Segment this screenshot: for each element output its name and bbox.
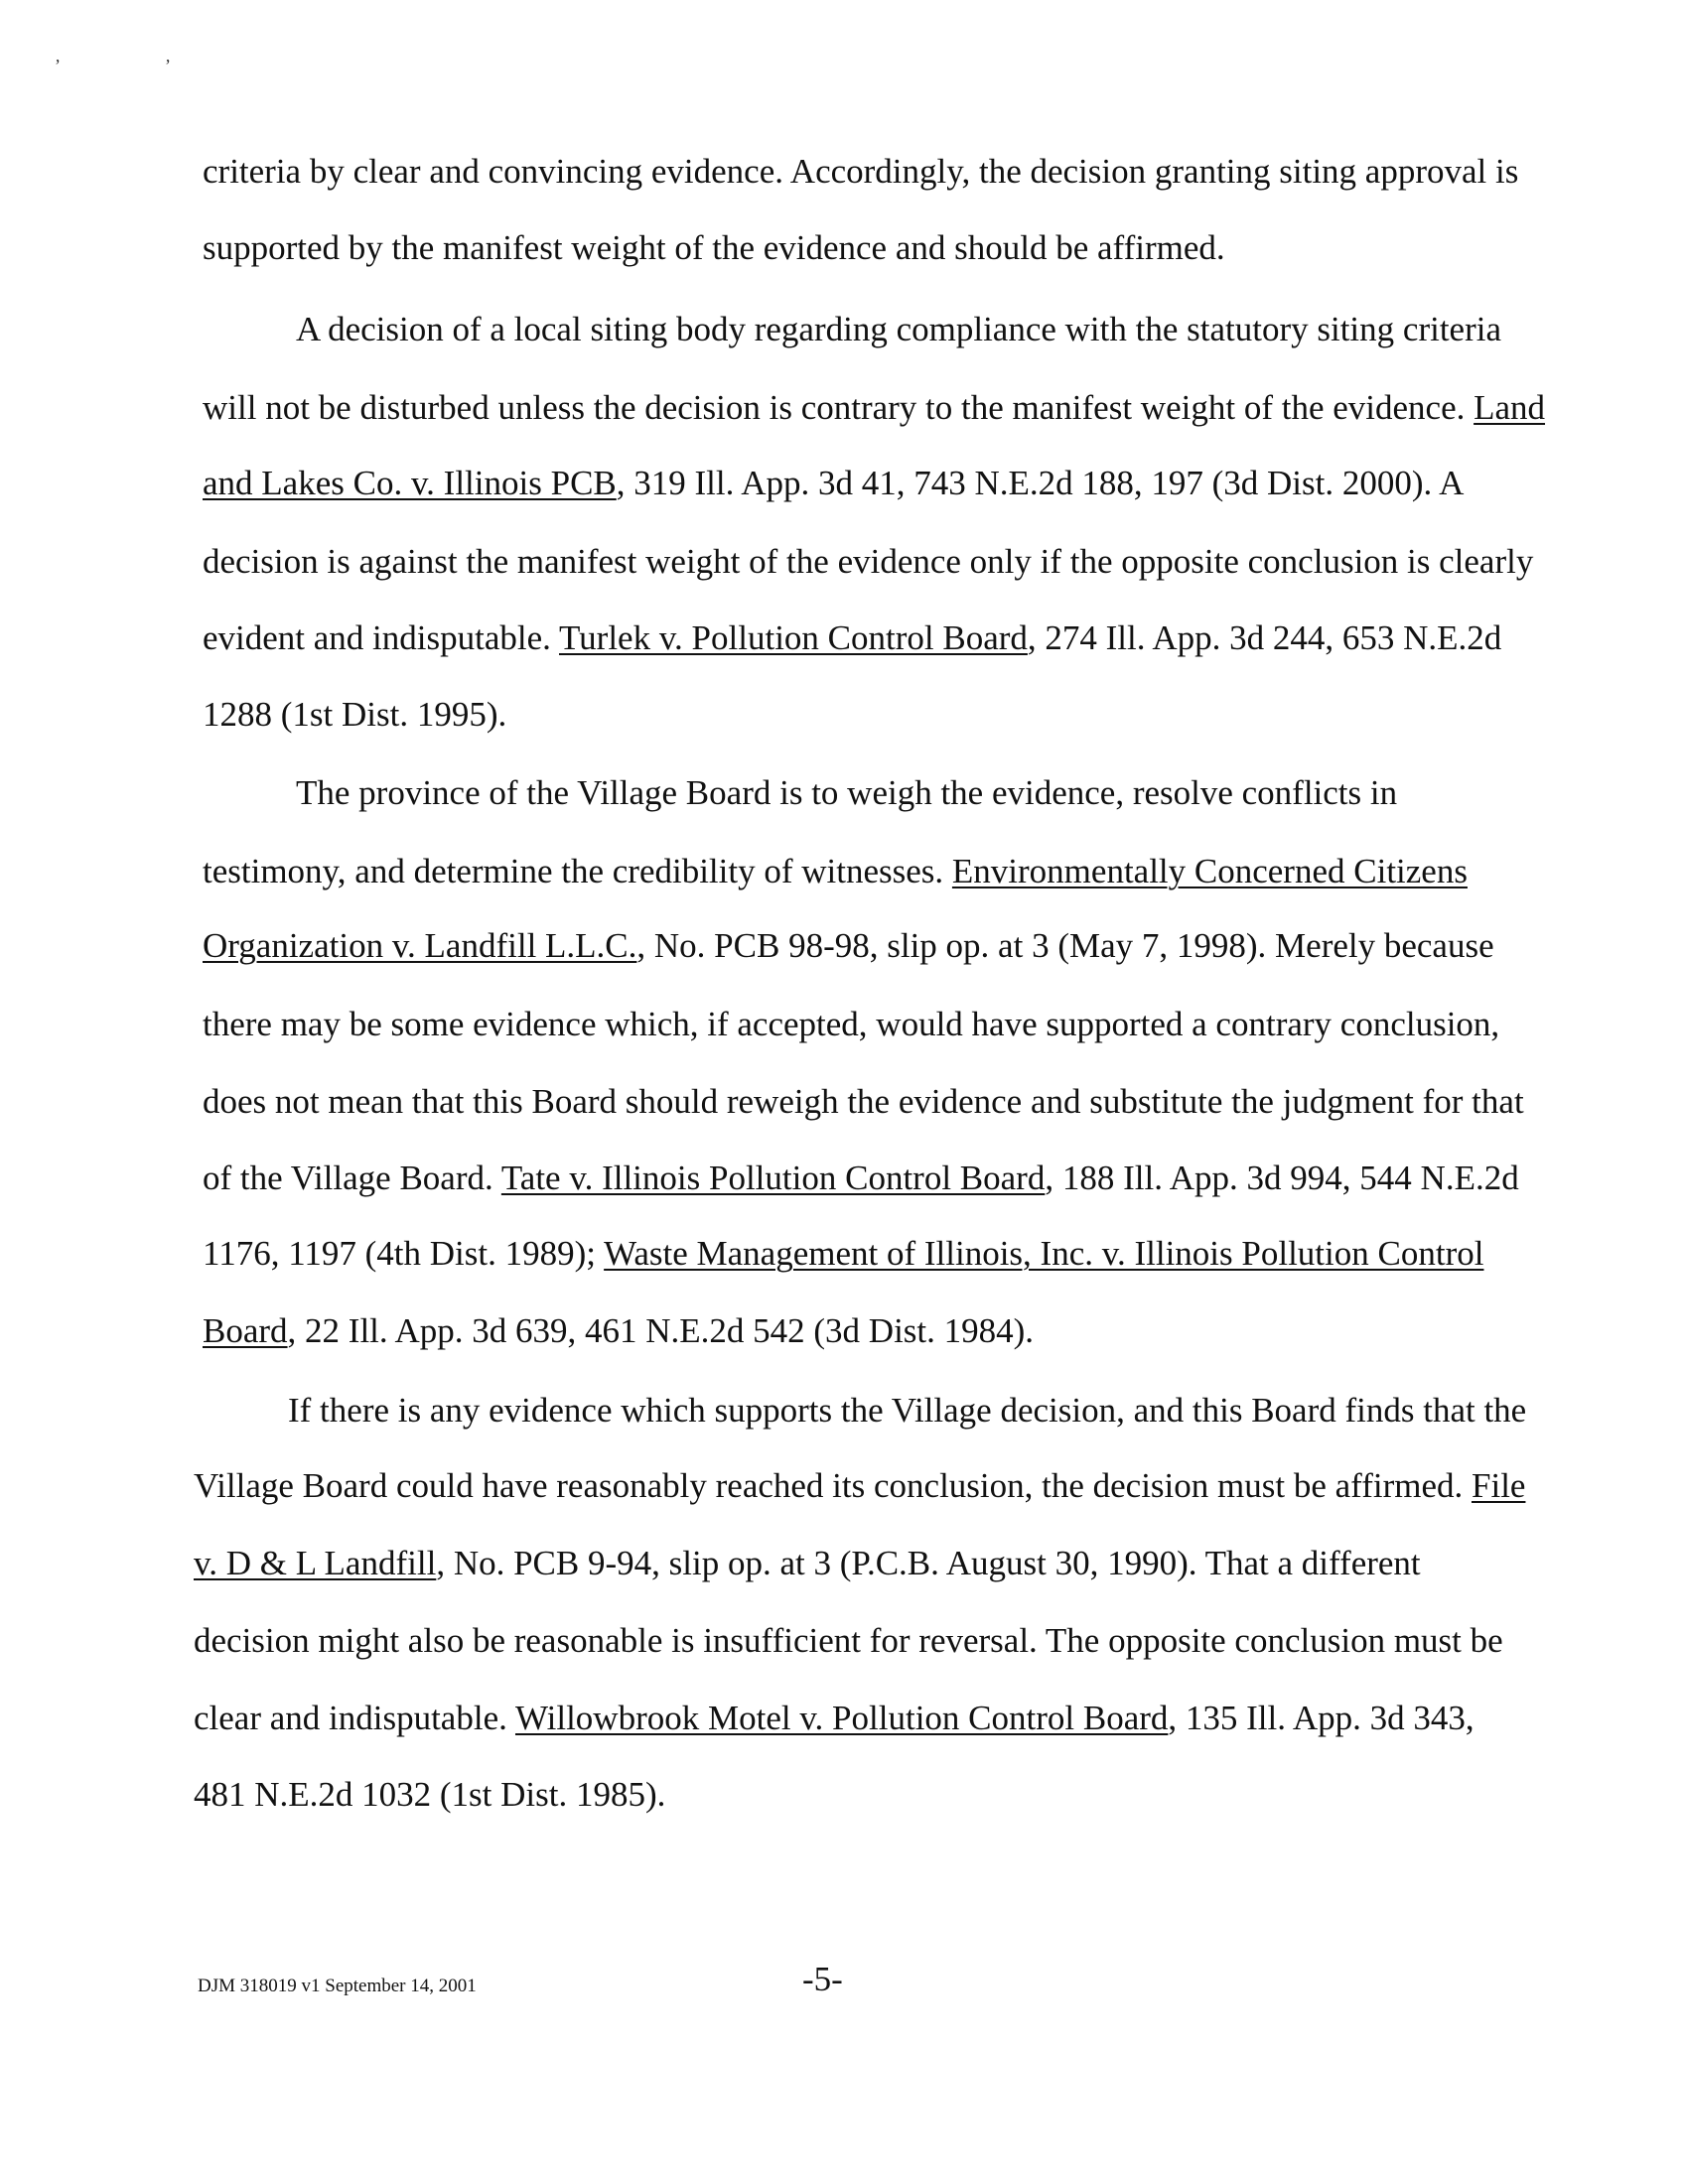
text-line: 1288 (1st Dist. 1995). [203, 695, 507, 734]
text-line [203, 928, 1494, 963]
line-text: clear and indisputable. [194, 1699, 515, 1737]
text-line: If there is any evidence which supports the Village decision, and this Board finds that the [288, 1391, 1527, 1430]
case-citation: v. D & L Landfill [194, 1544, 437, 1582]
text-line [203, 466, 1464, 500]
case-citation: Land [1474, 388, 1546, 427]
line-text: , 274 Ill. App. 3d 244, 653 N.E.2d [1027, 618, 1502, 657]
case-citation: File [1472, 1466, 1526, 1505]
line-text: evident and indisputable. [203, 618, 560, 657]
text-line [203, 1313, 1034, 1348]
text-line [194, 1468, 1525, 1503]
text-line: supported by the manifest weight of the evidence and should be affirmed. [203, 228, 1225, 267]
page-number: -5- [802, 1960, 843, 1998]
text-line: A decision of a local siting body regarding compliance with the statutory siting criteria [296, 310, 1501, 348]
line-text: testimony, and determine the credibility of witnesses. [203, 852, 952, 890]
line-text: , No. PCB 98-98, slip op. at 3 (May 7, 1998). Merely because [636, 926, 1494, 965]
case-citation: Willowbrook Motel v. Pollution Control Board [514, 1699, 1169, 1737]
line-text: will not be disturbed unless the decision is contrary to the manifest weight of the evidence. [203, 388, 1474, 427]
text-line: decision might also be reasonable is insufficient for reversal. The opposite conclusion must be [194, 1621, 1503, 1660]
text-line [194, 1701, 1474, 1735]
scan-mark: ʼ [55, 56, 61, 75]
line-text: , 188 Ill. App. 3d 994, 544 N.E.2d [1045, 1159, 1519, 1197]
text-line: 481 N.E.2d 1032 (1st Dist. 1985). [194, 1775, 666, 1814]
document-id: DJM 318019 v1 September 14, 2001 [198, 1976, 477, 1996]
case-citation: Turlek v. Pollution Control Board [559, 618, 1028, 657]
text-line [194, 1546, 1421, 1580]
text-line [203, 1236, 1483, 1271]
line-text: , 135 Ill. App. 3d 343, [1168, 1699, 1474, 1737]
text-line: decision is against the manifest weight of the evidence only if the opposite conclusion is clearly [203, 542, 1534, 581]
text-line [203, 390, 1545, 425]
scan-mark: ʼ [165, 56, 171, 75]
line-text: of the Village Board. [203, 1159, 501, 1197]
text-line: does not mean that this Board should reweigh the evidence and substitute the judgment for that [203, 1082, 1524, 1121]
text-line: there may be some evidence which, if accepted, would have supported a contrary conclusion, [203, 1005, 1500, 1043]
line-text: 1176, 1197 (4th Dist. 1989); [203, 1234, 605, 1273]
case-citation: Environmentally Concerned Citizens [951, 852, 1468, 890]
text-line [203, 620, 1501, 655]
line-text: , 319 Ill. App. 3d 41, 743 N.E.2d 188, 197 (3d Dist. 2000). A [616, 464, 1465, 502]
line-text: Village Board could have reasonably reached its conclusion, the decision must be affirmed. [194, 1466, 1472, 1505]
case-citation: Board [203, 1311, 288, 1350]
text-line: criteria by clear and convincing evidence. Accordingly, the decision granting siting approval is [203, 152, 1519, 191]
text-line: The province of the Village Board is to weigh the evidence, resolve conflicts in [296, 773, 1398, 812]
text-line [203, 854, 1468, 888]
case-citation: Waste Management of Illinois, Inc. v. Illinois Pollution Control [604, 1234, 1484, 1273]
line-text: , 22 Ill. App. 3d 639, 461 N.E.2d 542 (3d Dist. 1984). [287, 1311, 1035, 1350]
line-text: , No. PCB 9-94, slip op. at 3 (P.C.B. August 30, 1990). That a different [436, 1544, 1421, 1582]
case-citation: and Lakes Co. v. Illinois PCB [203, 464, 617, 502]
case-citation: Organization v. Landfill L.L.C. [203, 926, 637, 965]
text-line [203, 1160, 1519, 1195]
case-citation: Tate v. Illinois Pollution Control Board [500, 1159, 1046, 1197]
